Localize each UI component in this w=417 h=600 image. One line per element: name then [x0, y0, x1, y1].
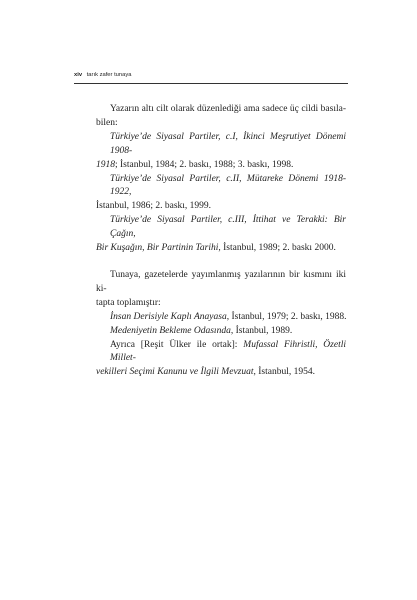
bibliography-entry-5: [96, 325, 346, 339]
publication-details: ; İstanbul, 1984; 2. baskı, 1988; 3. baskı, 1998.: [115, 159, 294, 170]
text-line: [96, 297, 346, 311]
page-number: xiv: [74, 72, 83, 78]
bibliography-entry-1: [96, 131, 346, 173]
running-head-title: tarık zafer tunaya: [86, 72, 132, 78]
intro-text: tapta toplamıştır:: [96, 297, 161, 308]
text-line: [96, 103, 346, 117]
publication-details: , İstanbul, 1979; 2. baskı, 1988.: [226, 311, 347, 322]
publication-details: , İstanbul, 1989.: [230, 325, 293, 336]
body-text: [96, 103, 346, 380]
paragraph-intro-2: [96, 269, 346, 311]
book-title: Türkiye’de Siyasal Partiler, c.III, İttihat ve Terakki: Bir Çağın,: [110, 215, 346, 240]
text-line: [96, 325, 346, 339]
book-title: Türkiye’de Siyasal Partiler, c.I, İkinci Meşrutiyet Dönemi 1908-: [110, 131, 346, 156]
intro-text: bilen:: [96, 117, 118, 128]
bibliography-entry-3: [96, 214, 346, 256]
publication-details: İstanbul, 1986; 2. baskı, 1999.: [96, 201, 212, 212]
bibliography-entry-4: [96, 311, 346, 325]
publication-details: , İstanbul, 1989; 2. baskı 2000.: [218, 243, 336, 254]
text-line: [96, 117, 346, 131]
book-title: 1918: [96, 159, 115, 170]
text-line: [96, 159, 346, 173]
intro-text: Yazarın altı cilt olarak düzenlediği ama sadece üç cildi basıla-: [110, 104, 346, 114]
text-line: [96, 366, 346, 380]
paragraph-gap: [96, 256, 346, 269]
book-title: Mufassal Fihristli, Özetli Millet-: [110, 339, 346, 364]
book-title: Medeniyetin Bekleme Odasında: [110, 325, 231, 336]
text-line: [96, 339, 346, 367]
book-title: Türkiye’de Siyasal Partiler, c.II, Mütareke Dönemi 1918-1922: [110, 173, 346, 198]
text-line: [96, 242, 346, 256]
text-line: [96, 214, 346, 242]
book-title: vekilleri Seçimi Kanunu ve İlgili Mevzuat: [96, 367, 254, 378]
coauthor-note: Ayrıca [Reşit Ülker ile ortak]:: [110, 339, 244, 350]
bibliography-entry-2: [96, 173, 346, 215]
paragraph-intro-1: [96, 103, 346, 131]
intro-text: Tunaya, gazetelerde yayımlanmış yazılarının bir kısmını iki ki-: [96, 269, 346, 294]
book-title: Bir Kuşağın, Bir Partinin Tarihi: [96, 243, 219, 254]
running-head: [74, 71, 348, 84]
text-line: [96, 173, 346, 201]
text-line: [96, 269, 346, 297]
publication-details: , İstanbul, 1954.: [253, 367, 315, 378]
publication-details: ,: [129, 187, 132, 198]
text-line: [96, 311, 346, 325]
text-line: [96, 200, 346, 214]
book-title: İnsan Derisiyle Kaplı Anayasa: [110, 311, 227, 322]
bibliography-entry-6: [96, 339, 346, 381]
text-line: [96, 131, 346, 159]
